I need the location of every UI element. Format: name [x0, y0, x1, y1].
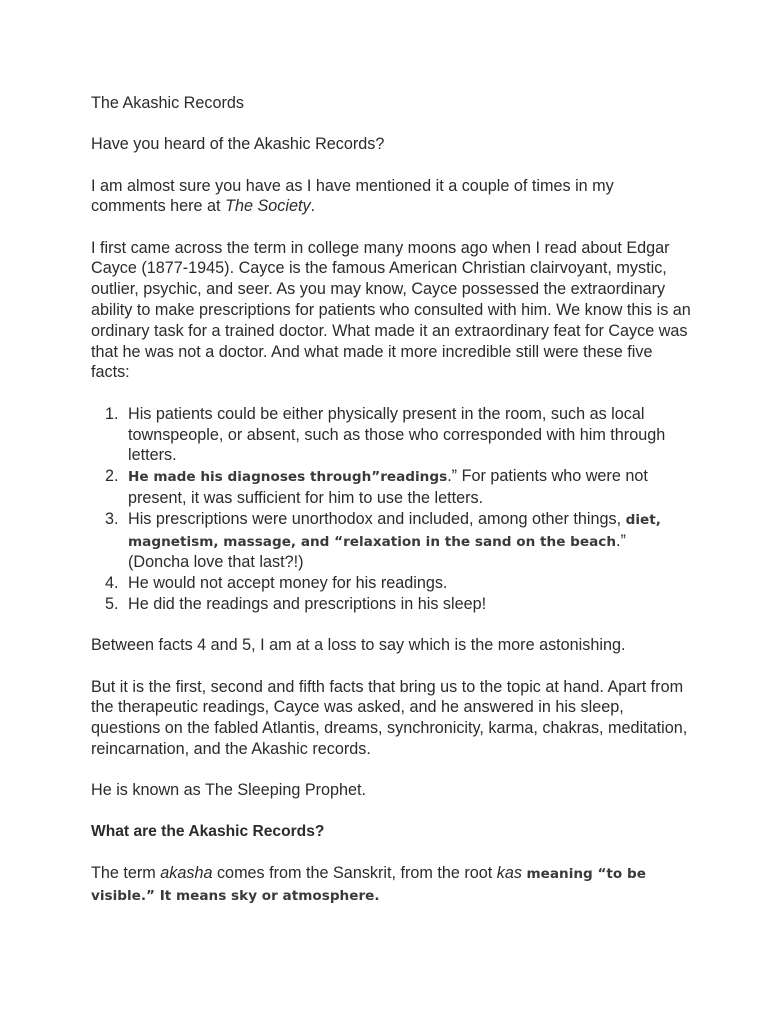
paragraph-text: I am almost sure you have as I have mentioned it a couple of times in my comments here at — [91, 176, 614, 216]
section-heading: What are the Akashic Records? — [91, 822, 325, 840]
list-item — [91, 404, 691, 466]
document-page — [91, 93, 691, 906]
akasha-italic: akasha — [160, 863, 213, 882]
fact-bold-text: He made his diagnoses through”readings — [128, 469, 448, 486]
list-item — [91, 594, 691, 615]
fact-text: .” For patients who were not present, it was sufficient for him to use the letters. — [128, 467, 648, 507]
fact-bold-text: diet, magnetism, massage, and “relaxation in the sand on the beach — [128, 511, 661, 550]
paragraph-topic: But it is the first, second and fifth facts that bring us to the topic at hand. Apart from the therapeutic readings, Cayce was asked, and he answered in his sleep, questions on the fabled Atlantis, dreams, synchronicity, karma, chakras, meditation, reincarnation, and the Akashic records. — [91, 677, 688, 758]
fact-text: He did the readings and prescriptions in his sleep! — [128, 594, 487, 613]
paragraph-society — [91, 176, 691, 218]
facts-list — [91, 404, 691, 615]
paragraph-cayce: I first came across the term in college many moons ago when I read about Edgar Cayce (1877-1945). Cayce is the famous American Christian clairvoyant, mystic, outlier, psychic, and seer. As you may know, Cayce possessed the extraordinary ability to make prescriptions for patients who consulted with him. We know this is an ordinary task for a trained doctor. What made it an extraordinary feat for Cayce was that he was not a doctor. And what made it more incredible still were these five facts: — [91, 238, 691, 382]
paragraph-akasha — [91, 863, 691, 907]
list-number: 2. — [105, 467, 119, 486]
paragraph-astonishing: Between facts 4 and 5, I am at a loss to say which is the more astonishing. — [91, 636, 626, 655]
meaning-bold-text: meaning “to be visible.” It means sky or atmosphere. — [91, 865, 646, 904]
kas-italic: kas — [496, 863, 522, 882]
intro-question: Have you heard of the Akashic Records? — [91, 135, 385, 154]
fact-text: His patients could be either physically present in the room, such as local townspeople, or absent, such as those who corresponded with him through letters. — [128, 404, 666, 465]
list-number: 4. — [105, 574, 119, 593]
paragraph-end: . — [310, 197, 316, 216]
paragraph-sleeping-prophet: He is known as The Sleeping Prophet. — [91, 781, 367, 800]
fact-text: He would not accept money for his readings. — [128, 574, 448, 593]
list-number: 1. — [105, 404, 119, 423]
list-number: 5. — [105, 594, 119, 613]
society-italic: The Society — [225, 197, 311, 216]
list-item — [91, 573, 691, 594]
paragraph-text: comes from the Sanskrit, from the root — [212, 863, 497, 882]
list-item — [91, 466, 691, 509]
list-number: 3. — [105, 509, 119, 528]
document-title: The Akashic Records — [91, 94, 244, 112]
paragraph-text: The term — [91, 863, 161, 882]
fact-text: His prescriptions were unorthodox and included, among other things, — [128, 509, 626, 528]
fact-text: .” (Doncha love that last?!) — [128, 531, 626, 572]
list-item — [91, 509, 691, 573]
